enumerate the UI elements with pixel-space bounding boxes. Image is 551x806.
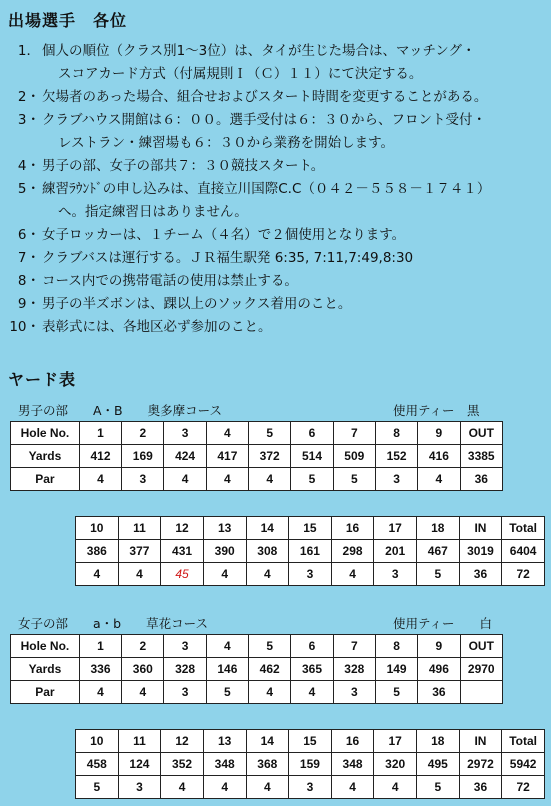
- hole-number-cell: 16: [331, 517, 374, 540]
- par-cell: 4: [291, 681, 333, 704]
- yards-cell: 348: [203, 753, 246, 776]
- mens-division-label: 男子の部 A・B 奥多摩コース: [18, 403, 223, 418]
- yards-cell: 124: [118, 753, 161, 776]
- yards-cell: 368: [246, 753, 289, 776]
- hole-number-cell: 17: [374, 730, 417, 753]
- hole-number-cell: OUT: [460, 635, 502, 658]
- par-cell: 4: [76, 563, 119, 586]
- hole-number-cell: 13: [203, 517, 246, 540]
- hole-number-cell: 3: [164, 422, 206, 445]
- hole-number-cell: 5: [249, 422, 291, 445]
- par-cell: 3: [333, 681, 375, 704]
- womens-tee-label: 使用ティー 白: [393, 616, 493, 631]
- yards-cell: 412: [79, 445, 121, 468]
- yards-cell: 348: [331, 753, 374, 776]
- rule-item: [0, 155, 551, 178]
- hole-number-cell: 14: [246, 517, 289, 540]
- yards-cell: 360: [122, 658, 164, 681]
- rule-number: 1．: [17, 43, 40, 59]
- par-cell: 4: [161, 776, 204, 799]
- par-cell: 3: [122, 468, 164, 491]
- rule-item: [0, 109, 551, 155]
- hole-number-cell: 8: [375, 422, 417, 445]
- hole-number-cell: 15: [289, 517, 332, 540]
- yards-cell: 365: [291, 658, 333, 681]
- rule-item: [0, 293, 551, 316]
- par-cell: 36: [459, 563, 502, 586]
- par-cell: 3: [164, 681, 206, 704]
- par-cell: 5: [333, 468, 375, 491]
- rule-item: [0, 247, 551, 270]
- hole-number-cell: 18: [417, 730, 460, 753]
- rule-item: [0, 224, 551, 247]
- par-cell: 36: [459, 776, 502, 799]
- par-cell: 4: [246, 563, 289, 586]
- par-cell: 4: [246, 776, 289, 799]
- hole-number-cell: 10: [76, 730, 119, 753]
- yards-cell: 514: [291, 445, 333, 468]
- mens-front-nine-table: [10, 421, 503, 491]
- yards-cell: 390: [203, 540, 246, 563]
- yards-cell: 372: [249, 445, 291, 468]
- par-cell: 4: [203, 563, 246, 586]
- par-cell: 4: [418, 468, 460, 491]
- par-cell: 36: [418, 681, 460, 704]
- yards-cell: 201: [374, 540, 417, 563]
- hole-number-cell: 7: [333, 422, 375, 445]
- hole-number-cell: 14: [246, 730, 289, 753]
- rule-item: [0, 86, 551, 109]
- yards-cell: 417: [206, 445, 248, 468]
- hole-number-cell: 6: [291, 635, 333, 658]
- rule-item: [0, 316, 551, 339]
- hole-number-cell: 2: [122, 635, 164, 658]
- hole-number-cell: 8: [375, 635, 417, 658]
- mens-back-nine-table: [75, 516, 545, 586]
- womens-back-nine-table: [75, 729, 545, 799]
- yards-cell: 431: [161, 540, 204, 563]
- yards-cell: 328: [333, 658, 375, 681]
- hole-number-cell: OUT: [460, 422, 502, 445]
- par-cell: Par: [11, 681, 80, 704]
- table-row: [76, 753, 545, 776]
- yards-cell: 328: [164, 658, 206, 681]
- yards-cell: 377: [118, 540, 161, 563]
- hole-number-cell: Total: [502, 730, 545, 753]
- table-row: [76, 563, 545, 586]
- hole-number-cell: 5: [249, 635, 291, 658]
- yards-cell: 509: [333, 445, 375, 468]
- hole-number-cell: 4: [206, 422, 248, 445]
- hole-number-cell: 12: [161, 730, 204, 753]
- par-cell: 5: [375, 681, 417, 704]
- par-cell: 4: [206, 468, 248, 491]
- hole-number-cell: 12: [161, 517, 204, 540]
- hole-number-cell: 11: [118, 517, 161, 540]
- par-cell: 4: [164, 468, 206, 491]
- par-cell: 5: [76, 776, 119, 799]
- hole-number-cell: 7: [333, 635, 375, 658]
- hole-number-cell: Hole No.: [11, 422, 80, 445]
- yards-cell: 146: [206, 658, 248, 681]
- rule-text: 練習ﾗｳﾝﾄﾞの申し込みは、直接立川国際C.C（０４２－５５８－１７４１）: [42, 181, 491, 197]
- yard-table-title: ヤード表: [8, 370, 77, 389]
- rule-text-continued: レストラン・練習場も６：３０から業務を開始します。: [58, 135, 395, 151]
- yards-cell: 161: [289, 540, 332, 563]
- rule-text: 個人の順位（クラス別1～3位）は、タイが生じた場合は、マッチング・: [42, 43, 476, 59]
- yards-cell: 6404: [502, 540, 545, 563]
- rule-number: 8・: [17, 273, 40, 289]
- yards-cell: 3019: [459, 540, 502, 563]
- rule-number: 5・: [17, 181, 40, 197]
- yards-cell: 496: [418, 658, 460, 681]
- table-row: [76, 776, 545, 799]
- par-cell: [460, 681, 502, 704]
- rule-text-continued: スコアカード方式（付属規則Ｉ（Ｃ）１１）にて決定する。: [58, 66, 423, 82]
- mens-tee-label: 使用ティー 黒: [393, 403, 480, 418]
- rule-number: 7・: [17, 250, 40, 266]
- par-cell: 4: [331, 776, 374, 799]
- hole-number-cell: 18: [417, 517, 460, 540]
- par-cell: 4: [249, 468, 291, 491]
- par-cell: 3: [289, 776, 332, 799]
- yards-cell: 149: [375, 658, 417, 681]
- hole-number-cell: 10: [76, 517, 119, 540]
- par-cell-handwritten-correction: 45: [161, 563, 204, 586]
- par-cell: 3: [118, 776, 161, 799]
- rule-text-continued: へ。指定練習日はありません。: [58, 204, 248, 220]
- hole-number-cell: Total: [502, 517, 545, 540]
- par-cell: 4: [118, 563, 161, 586]
- yards-cell: 159: [289, 753, 332, 776]
- yards-cell: 152: [375, 445, 417, 468]
- par-cell: 36: [460, 468, 502, 491]
- par-cell: 5: [291, 468, 333, 491]
- table-row: [76, 517, 545, 540]
- par-cell: 4: [374, 776, 417, 799]
- page-title: 出場選手 各位: [8, 11, 128, 30]
- table-row: [76, 540, 545, 563]
- hole-number-cell: 11: [118, 730, 161, 753]
- par-cell: 4: [331, 563, 374, 586]
- yards-cell: Yards: [11, 658, 80, 681]
- rule-text: 男子の部、女子の部共７：３０競技スタート。: [42, 158, 325, 174]
- yards-cell: 336: [79, 658, 121, 681]
- yards-cell: 308: [246, 540, 289, 563]
- yards-cell: 416: [418, 445, 460, 468]
- par-cell: 72: [502, 776, 545, 799]
- par-cell: 3: [289, 563, 332, 586]
- rule-text: 表彰式には、各地区必ず参加のこと。: [42, 319, 272, 335]
- rule-number: 4・: [17, 158, 40, 174]
- par-cell: 4: [122, 681, 164, 704]
- table-row: [11, 422, 503, 445]
- rule-number: 9・: [17, 296, 40, 312]
- rules-list: [0, 40, 551, 339]
- hole-number-cell: 2: [122, 422, 164, 445]
- yards-cell: 458: [76, 753, 119, 776]
- par-cell: 5: [417, 563, 460, 586]
- hole-number-cell: 4: [206, 635, 248, 658]
- rule-number: 2・: [17, 89, 40, 105]
- table-row: [11, 681, 503, 704]
- hole-number-cell: IN: [459, 517, 502, 540]
- table-row: [76, 730, 545, 753]
- yards-cell: 5942: [502, 753, 545, 776]
- par-cell: 4: [79, 468, 121, 491]
- yards-cell: 386: [76, 540, 119, 563]
- par-cell: 5: [206, 681, 248, 704]
- rule-item: [0, 270, 551, 293]
- hole-number-cell: Hole No.: [11, 635, 80, 658]
- hole-number-cell: 9: [418, 422, 460, 445]
- rule-item: [0, 40, 551, 86]
- table-row: [11, 445, 503, 468]
- yards-cell: 3385: [460, 445, 502, 468]
- hole-number-cell: 13: [203, 730, 246, 753]
- rule-number: 6・: [17, 227, 40, 243]
- hole-number-cell: 17: [374, 517, 417, 540]
- rule-text: コース内での携帯電話の使用は禁止する。: [42, 273, 298, 289]
- par-cell: 3: [374, 563, 417, 586]
- par-cell: 3: [375, 468, 417, 491]
- table-row: [11, 468, 503, 491]
- hole-number-cell: 6: [291, 422, 333, 445]
- yards-cell: 2972: [459, 753, 502, 776]
- hole-number-cell: 15: [289, 730, 332, 753]
- womens-division-label: 女子の部 a・b 草花コース: [18, 616, 208, 631]
- par-cell: 5: [417, 776, 460, 799]
- yards-cell: 462: [249, 658, 291, 681]
- rule-text: 欠場者のあった場合、組合せおよびスタート時間を変更することがある。: [42, 89, 488, 105]
- rule-item: [0, 178, 551, 224]
- yards-cell: 2970: [460, 658, 502, 681]
- rule-text: 男子の半ズボンは、踝以上のソックス着用のこと。: [42, 296, 352, 312]
- hole-number-cell: 1: [79, 422, 121, 445]
- hole-number-cell: 1: [79, 635, 121, 658]
- par-cell: 4: [203, 776, 246, 799]
- yards-cell: 352: [161, 753, 204, 776]
- hole-number-cell: IN: [459, 730, 502, 753]
- yards-cell: Yards: [11, 445, 80, 468]
- yards-cell: 298: [331, 540, 374, 563]
- womens-front-nine-table: [10, 634, 503, 704]
- hole-number-cell: 16: [331, 730, 374, 753]
- par-cell: 72: [502, 563, 545, 586]
- rule-number: 10・: [9, 319, 40, 335]
- hole-number-cell: 3: [164, 635, 206, 658]
- par-cell: 4: [79, 681, 121, 704]
- rule-number: 3・: [17, 112, 40, 128]
- rule-text: クラブハウス開館は６：００。選手受付は６：３０から、フロント受付・: [42, 112, 487, 128]
- hole-number-cell: 9: [418, 635, 460, 658]
- table-row: [11, 658, 503, 681]
- rule-text: クラブバスは運行する。ＪＲ福生駅発 6:35, 7:11,7:49,8:30: [42, 250, 414, 266]
- yards-cell: 320: [374, 753, 417, 776]
- yards-cell: 467: [417, 540, 460, 563]
- par-cell: Par: [11, 468, 80, 491]
- yards-cell: 169: [122, 445, 164, 468]
- yards-cell: 495: [417, 753, 460, 776]
- rule-text: 女子ロッカーは、１チーム（４名）で２個使用となります。: [42, 227, 406, 243]
- par-cell: 4: [249, 681, 291, 704]
- table-row: [11, 635, 503, 658]
- yards-cell: 424: [164, 445, 206, 468]
